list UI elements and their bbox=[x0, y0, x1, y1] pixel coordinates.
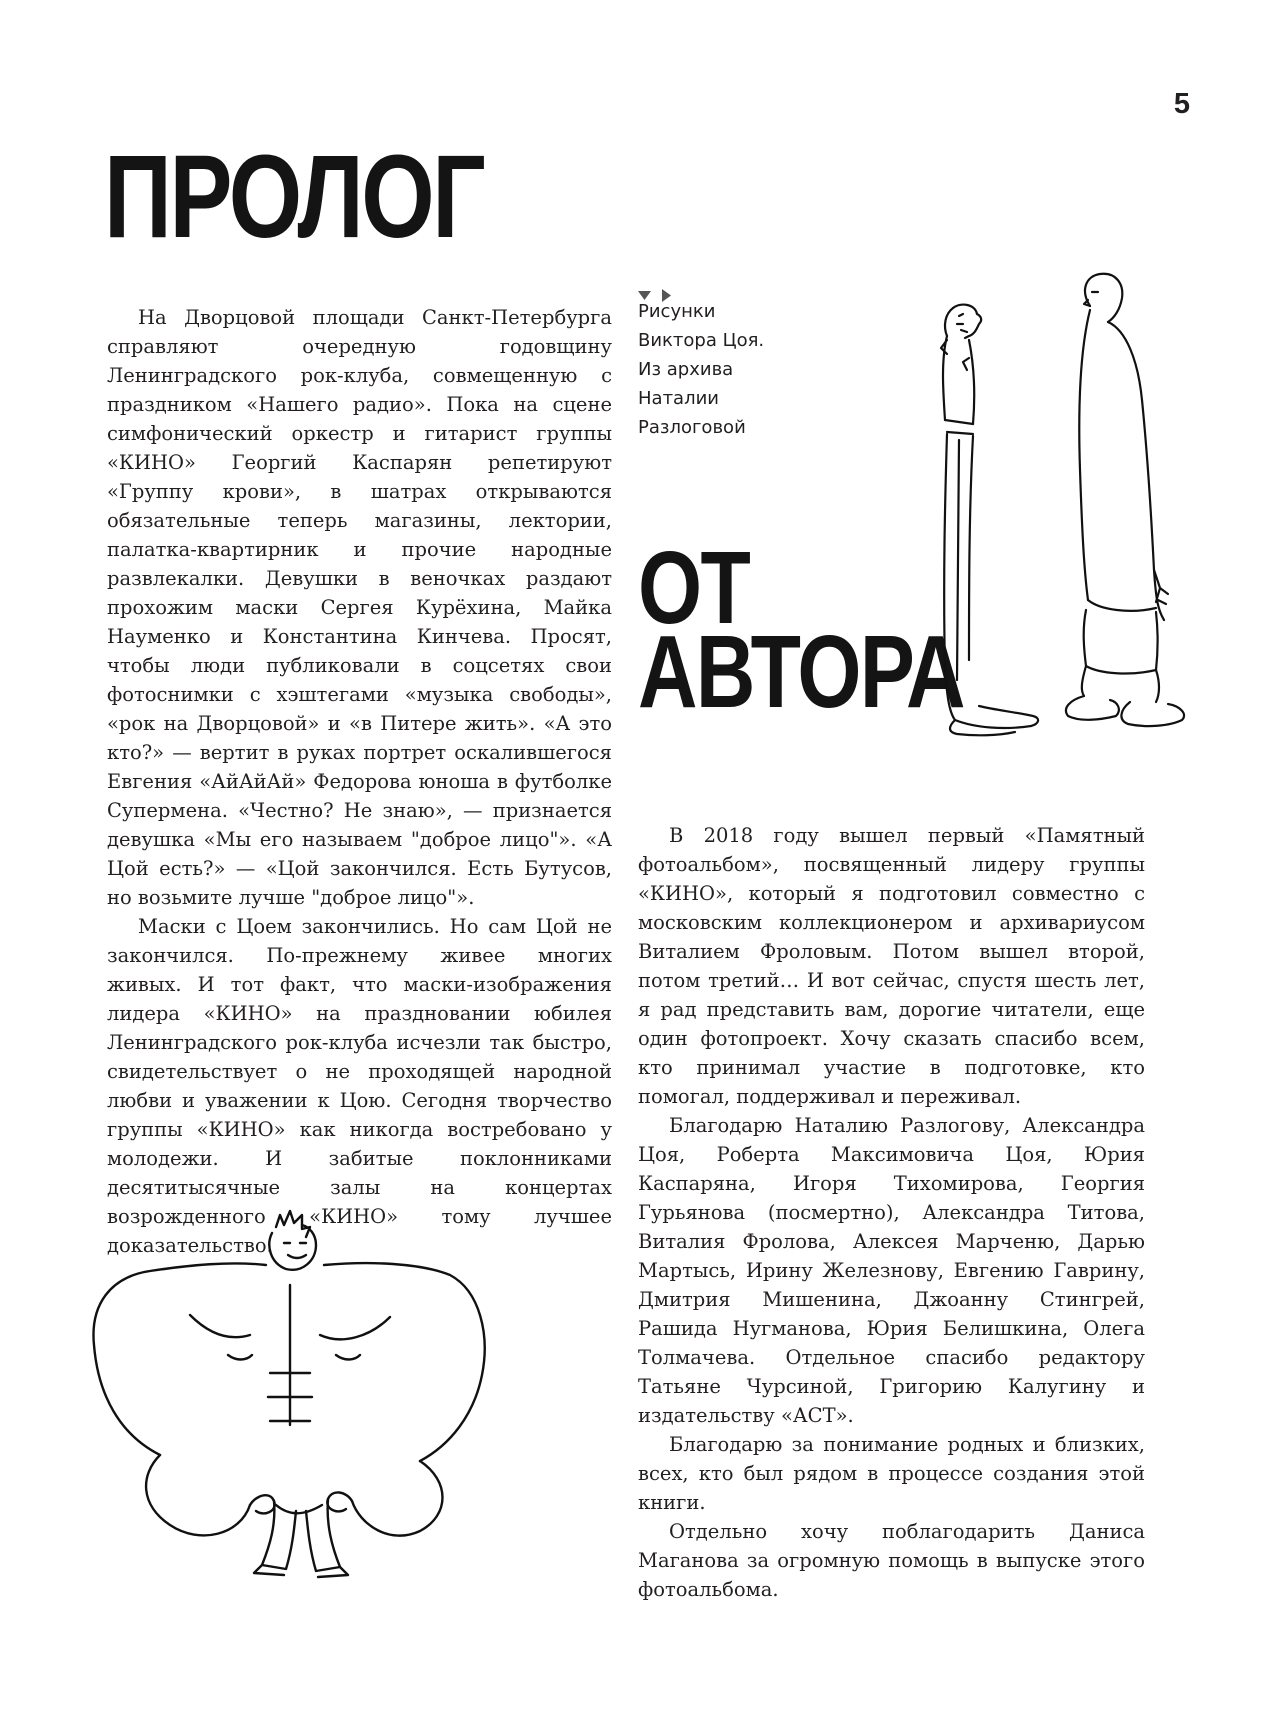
caption-line-5: Разлоговой bbox=[638, 417, 746, 438]
author-paragraph-1: В 2018 году вышел первый «Памятный фотоальбом», посвященный лидеру группы «КИНО», который я подготовил совместно с московским коллекционером и архивариусом Виталием Фроловым. Потом вышел второй, потом третий… И вот сейчас, спустя шесть лет, я рад представить вам, дорогие читатели, еще один фотопроект. Хочу сказать спасибо всем, кто принимал участие в подготовке, кто помогал, поддерживал и переживал. bbox=[638, 824, 1145, 1108]
muscleman-drawing bbox=[80, 1205, 530, 1585]
author-paragraph-4: Отдельно хочу поблагодарить Даниса Маганова за огромную помощь в выпуске этого фотоальбома. bbox=[638, 1520, 1145, 1601]
author-paragraph-2: Благодарю Наталию Разлогову, Александра Цоя, Роберта Максимовича Цоя, Юрия Каспаряна, Игоря Тихомирова, Георгия Гурьянова (посмертно), Александра Титова, Виталия Фролова, Алексея Марченю, Дарью Мартысь, Ирину Железнову, Евгению Гаврину, Дмитрия Мишенина, Джоанну Стингрей, Рашида Нугманова, Юрия Белишкина, Олега Толмачева. Отдельное спасибо редактору Татьяне Чурсиной, Григорию Калугину и издательству «АСТ». bbox=[638, 1114, 1145, 1427]
prologue-text bbox=[107, 303, 612, 1260]
thin-figure-drawing bbox=[935, 300, 1045, 740]
tall-figure-drawing bbox=[1060, 270, 1210, 750]
illustration-caption bbox=[638, 279, 838, 442]
prologue-paragraph-1: На Дворцовой площади Санкт-Петербурга справляют очередную годовщину Ленинградского рок-клуба, совмещенную с праздником «Нашего радио». Пока на сцене симфонический оркестр и гитарист группы «КИНО» Георгий Каспарян репетируют «Группу крови», в шатрах открываются обязательные теперь магазины, лектории, палатка-квартирник и прочие народные развлекалки. Девушки в веночках раздают прохожим маски Сергея Курёхина, Майка Науменко и Константина Кинчева. Просят, чтобы люди публиковали в соцсетях свои фотоснимки с хэштегами «музыка свободы», «рок на Дворцовой» и «в Питере жить». «А это кто?» — вертит в руках портрет оскалившегося Евгения «АйАйАй» Федорова юноша в футболке Супермена. «Честно? Не знаю», — признается девушка «Мы его называем "доброе лицо"». «А Цой есть?» — «Цой закончился. Есть Бутусов, но возьмите лучше "доброе лицо"». bbox=[107, 306, 612, 909]
from-author-text bbox=[638, 821, 1145, 1604]
author-paragraph-3: Благодарю за понимание родных и близких, всех, кто был рядом в процессе создания этой книги. bbox=[638, 1433, 1145, 1514]
caption-line-4: Наталии bbox=[638, 388, 719, 409]
page-number: 5 bbox=[1173, 88, 1190, 120]
prologue-title: ПРОЛОГ bbox=[104, 131, 484, 263]
caption-line-2: Виктора Цоя. bbox=[638, 330, 765, 351]
prologue-paragraph-2: Маски с Цоем закончились. Но сам Цой не закончился. По-прежнему живее многих живых. И тот факт, что маски-изображения лидера «КИНО» на праздновании юбилея Ленинградского рок-клуба исчезли так быстро, свидетельствует о не проходящей народной любви и уважении к Цою. Сегодня творчество группы «КИНО» как никогда востребовано у молодежи. И забитые поклонниками десятитысячные залы на концертах возрожденного «КИНО» тому лучшее доказательство. bbox=[107, 915, 612, 1257]
from-author-title-line-2: АВТОРА bbox=[638, 614, 964, 729]
from-author-title-line-1: ОТ bbox=[638, 530, 750, 645]
from-author-title bbox=[638, 530, 964, 729]
caption-line-1: Рисунки bbox=[638, 301, 716, 322]
caption-line-3: Из архива bbox=[638, 359, 734, 380]
